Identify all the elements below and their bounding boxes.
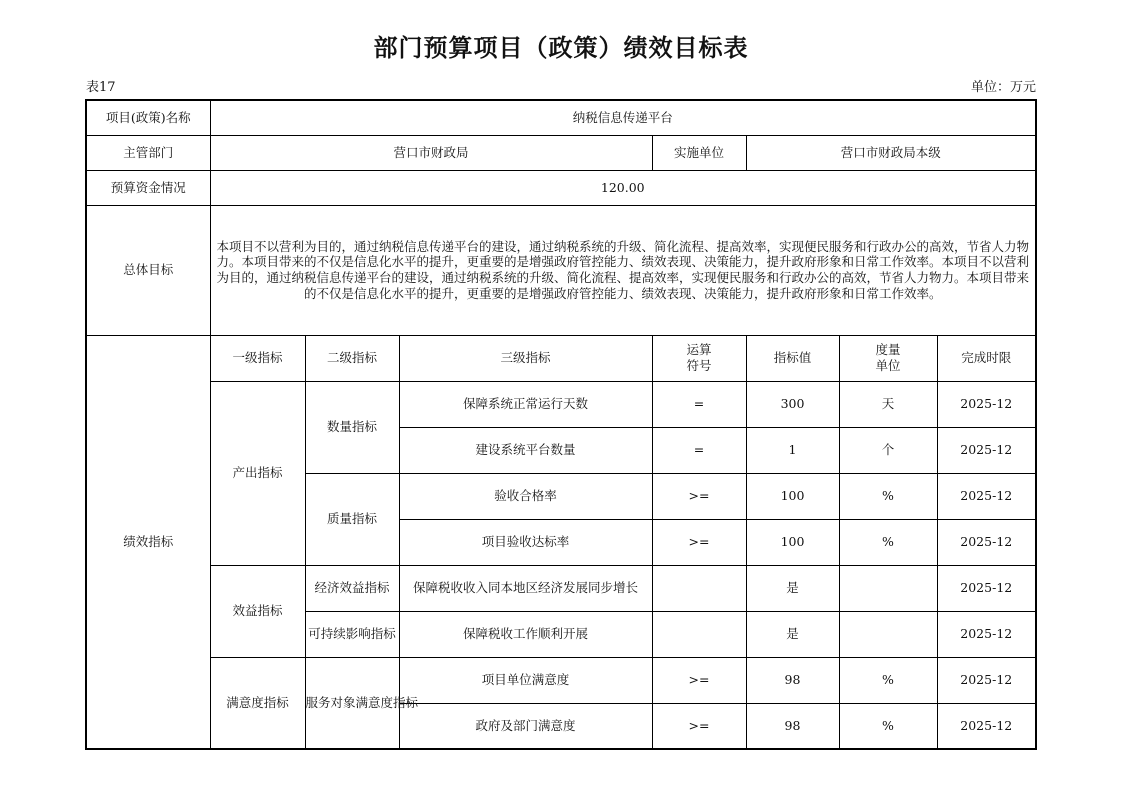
budget-value: 120.00 xyxy=(210,170,1036,205)
row-value: 98 xyxy=(746,657,839,703)
row-l3: 政府及部门满意度 xyxy=(399,703,652,749)
row-unit: 个 xyxy=(839,427,937,473)
row-deadline: 2025-12 xyxy=(937,611,1036,657)
row-l3: 建设系统平台数量 xyxy=(399,427,652,473)
row-value: 100 xyxy=(746,473,839,519)
goal-label: 总体目标 xyxy=(86,205,210,335)
row-deadline: 2025-12 xyxy=(937,565,1036,611)
row-unit xyxy=(839,611,937,657)
perf-label: 绩效指标 xyxy=(86,335,210,749)
row-unit: % xyxy=(839,519,937,565)
page-title: 部门预算项目（政策）绩效目标表 xyxy=(373,33,749,62)
row-value: 98 xyxy=(746,703,839,749)
row-unit xyxy=(839,565,937,611)
row-deadline: 2025-12 xyxy=(937,473,1036,519)
row-deadline: 2025-12 xyxy=(937,703,1036,749)
performance-table xyxy=(85,99,1037,750)
group-quantity: 数量指标 xyxy=(305,381,399,473)
row-unit: 天 xyxy=(839,381,937,427)
row-value: 1 xyxy=(746,427,839,473)
project-name: 纳税信息传递平台 xyxy=(210,100,1036,135)
header-l3: 三级指标 xyxy=(399,335,652,381)
row-operator: >= xyxy=(652,657,746,703)
header-deadline: 完成时限 xyxy=(937,335,1036,381)
group-satisfaction: 满意度指标 xyxy=(210,657,305,749)
row-operator xyxy=(652,611,746,657)
row-operator: >= xyxy=(652,519,746,565)
row-operator: = xyxy=(652,427,746,473)
table-row xyxy=(86,657,1036,703)
row-deadline: 2025-12 xyxy=(937,657,1036,703)
row-deadline: 2025-12 xyxy=(937,381,1036,427)
row-value: 是 xyxy=(746,611,839,657)
header-operator: 运算 符号 xyxy=(652,335,746,381)
header-l1: 一级指标 xyxy=(210,335,305,381)
header-unit: 度量 单位 xyxy=(839,335,937,381)
dept-value: 营口市财政局 xyxy=(210,135,652,170)
department-row xyxy=(86,135,1036,170)
group-benefit: 效益指标 xyxy=(210,565,305,657)
row-operator xyxy=(652,565,746,611)
row-operator: >= xyxy=(652,473,746,519)
table-row xyxy=(86,381,1036,427)
row-unit: % xyxy=(839,473,937,519)
unit-label: 单位：万元 xyxy=(970,80,1036,95)
row-operator: >= xyxy=(652,703,746,749)
row-unit: % xyxy=(839,703,937,749)
table-row xyxy=(86,565,1036,611)
row-value: 100 xyxy=(746,519,839,565)
group-quality: 质量指标 xyxy=(305,473,399,565)
project-name-row xyxy=(86,100,1036,135)
row-l3: 验收合格率 xyxy=(399,473,652,519)
row-deadline: 2025-12 xyxy=(937,519,1036,565)
row-deadline: 2025-12 xyxy=(937,427,1036,473)
indicator-header-row xyxy=(86,335,1036,381)
row-l3: 保障税收收入同本地区经济发展同步增长 xyxy=(399,565,652,611)
project-name-label: 项目(政策)名称 xyxy=(86,100,210,135)
group-output: 产出指标 xyxy=(210,381,305,565)
group-sustain: 可持续影响指标 xyxy=(305,611,399,657)
row-l3: 保障税收工作顺利开展 xyxy=(399,611,652,657)
row-operator: = xyxy=(652,381,746,427)
impl-label: 实施单位 xyxy=(652,135,746,170)
row-l3: 项目单位满意度 xyxy=(399,657,652,703)
row-unit: % xyxy=(839,657,937,703)
budget-label: 预算资金情况 xyxy=(86,170,210,205)
group-service: 服务对象满意度指标 xyxy=(305,657,399,749)
group-economic: 经济效益指标 xyxy=(305,565,399,611)
row-value: 是 xyxy=(746,565,839,611)
dept-label: 主管部门 xyxy=(86,135,210,170)
impl-value: 营口市财政局本级 xyxy=(746,135,1036,170)
goal-row xyxy=(86,205,1036,335)
table-number: 表17 xyxy=(86,80,116,95)
row-l3: 保障系统正常运行天数 xyxy=(399,381,652,427)
row-value: 300 xyxy=(746,381,839,427)
budget-row xyxy=(86,170,1036,205)
header-l2: 二级指标 xyxy=(305,335,399,381)
header-value: 指标值 xyxy=(746,335,839,381)
goal-text: 本项目不以营利为目的，通过纳税信息传递平台的建设，通过纳税系统的升级、简化流程、提高效率，实现便民服务和行政办公的高效，节省人力物力。本项目带来的不仅是信息化水平的提升，更重要的是增强政府管控能力、绩效表现、决策能力，提升政府形象和日常工作效率。本项目不以营利为目的，通过纳税信息传递平台的建设，通过纳税系统的升级、简化流程、提高效率，实现便民服务和行政办公的高效，节省人力物力。本项目带来的不仅是信息化水平的提升，更重要的是增强政府管控能力、绩效表现、决策能力，提升政府形象和日常工作效率。 xyxy=(210,205,1036,335)
row-l3: 项目验收达标率 xyxy=(399,519,652,565)
